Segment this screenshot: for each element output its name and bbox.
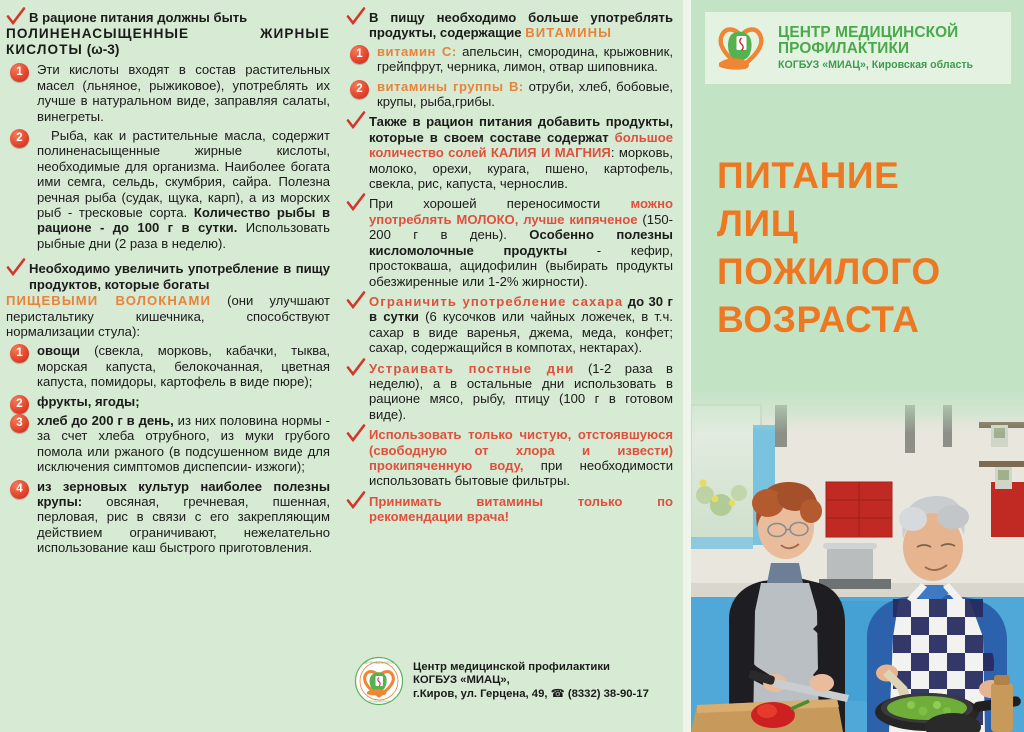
section-pufa-heading: [6, 10, 330, 58]
check-icon: [346, 291, 366, 311]
check-icon: [346, 424, 366, 444]
check-vitamins-doctor-text: Принимать витамины только по рекомендации врача!: [369, 493, 673, 525]
pufa-item-2: [6, 128, 330, 251]
heart-map-logo-icon: [711, 19, 771, 77]
fiber-heading-text-2: ПИЩЕВЫМИ ВОЛОКНАМИ (они улучшают перистальтику кишечника, способствуют нормализации стула):: [6, 293, 330, 339]
fiber-heading-text: Необходимо увеличить употребление в пищу продуктов, которые богаты: [29, 261, 330, 292]
cover-title: [717, 152, 1007, 344]
fiber-item-2-text: фрукты, ягоды;: [37, 393, 140, 409]
check-icon: [346, 491, 366, 511]
fiber-item-4-text: из зерновых культур наиболее полезны крупы: овсяная, гречневая, пшенная, перловая, рис в связи с его закрепляющим действием ограничивают, нежелательно использование каш быстрого приготовления.: [37, 478, 330, 556]
check-vitamins-doctor: [346, 494, 673, 525]
check-fasting-days-text: Устраивать постные дни (1-2 раза в неделю), а в остальные дни использовать в рационе мясо, рыбу, птицу (100 г в готовом виде).: [369, 360, 674, 422]
check-water-text: Использовать только чистую, отстоявшуюся (свободную от хлора и извести) прокипяченную воду, при необходимости использовать бытовые фильтры.: [369, 427, 674, 489]
number-badge: 1: [10, 63, 29, 82]
number-badge: 1: [350, 45, 369, 64]
check-sugar: [346, 294, 673, 356]
logo-line-1: ЦЕНТР МЕДИЦИНСКОЙ: [778, 24, 959, 42]
check-sugar-text: Ограничить употребление сахара до 30 г в сутки (6 кусочков или чайных ложечек, в т.ч. сахар в виде варенья, джема, меда, конфет; сахар, содержащийся в компотах, нектарах).: [369, 293, 673, 356]
fiber-item-1: [6, 343, 330, 389]
check-icon: [346, 358, 366, 378]
check-fasting-days: [346, 361, 673, 423]
cover-title-line-1: ПИТАНИЕ: [717, 155, 900, 196]
cover-title-line-3: ПОЖИЛОГО: [717, 251, 941, 292]
section-vitamins-heading: [346, 10, 673, 41]
pufa-heading-text: В рационе питания должны быть: [29, 10, 248, 25]
cover-title-line-2: ЛИЦ: [717, 203, 799, 244]
number-badge: 2: [10, 395, 29, 414]
check-milk: [346, 196, 673, 288]
footer-line-3: г.Киров, ул. Герцена, 49, ☎ (8332) 38-90-17: [413, 687, 649, 700]
column-1: [0, 0, 340, 732]
svg-text:ЦЕНТР МЕДИЦИНСКОЙ: ЦЕНТР МЕДИЦИНСКОЙ: [364, 661, 394, 665]
check-milk-text: При хорошей переносимости можно употреблять МОЛОКО, лучше кипяченое (150-200 г в день). Особенно полезны кисломолочные продукты - кефир, простокваша, ацидофилин (выбирать продукты обезжиренные или 1-2% жирности).: [369, 196, 673, 289]
pufa-item-1: [6, 62, 330, 124]
organization-logo-text: [778, 25, 973, 70]
fiber-item-4: [6, 479, 330, 556]
pufa-item-2-text: Рыба, как и растительные масла, содержит полиненасыщенные жирные кислоты, необходимые для организма. Наиболее богата ими семга, сельдь, скумбрия, сайра. Полезна речная рыба (судак, щука, карп), а из морских рыб - тресковые сорта. Количество рыбы в рационе - до 100 г в сутки. Использовать рыбные дни (2 раза в неделю).: [37, 128, 331, 251]
fiber-item-3: [6, 413, 330, 475]
check-icon: [6, 7, 26, 27]
vitamin-item-2-text: витамины группы В: отруби, хлеб, бобовые, крупы, рыба,грибы.: [377, 78, 673, 110]
organization-logo-block: [705, 12, 1011, 84]
column-2: [340, 0, 683, 732]
column-divider: [683, 0, 691, 732]
miac-seal-icon: [354, 656, 404, 706]
number-badge: 2: [350, 80, 369, 99]
vitamins-heading-text: В пищу необходимо больше употреблять продукты, содержащие ВИТАМИНЫ: [369, 10, 673, 41]
vitamin-item-2: [346, 79, 673, 110]
cover-photo: [691, 387, 1024, 732]
check-potassium-magnesium: [346, 114, 673, 191]
number-badge: 2: [10, 129, 29, 148]
logo-line-2: ПРОФИЛАКТИКИ: [778, 40, 910, 58]
check-icon: [346, 111, 366, 131]
footer-line-1: Центр медицинской профилактики: [413, 660, 610, 673]
column-3-cover: [691, 0, 1024, 732]
check-icon: [6, 258, 26, 278]
footer-organization-block: [354, 656, 649, 706]
check-icon: [346, 7, 366, 27]
number-badge: 1: [10, 344, 29, 363]
svg-text:ПРОФИЛАКТИКИ: ПРОФИЛАКТИКИ: [368, 700, 390, 704]
vitamin-item-1: [346, 44, 673, 75]
check-potassium-magnesium-text: Также в рацион питания добавить продукты, которые в своем составе содержат большое количество солей КАЛИЯ И МАГНИЯ: морковь, молоко, орехи, курага, пшено, картофель, свекла, рис, капуста, чернослив.: [369, 114, 673, 192]
fiber-item-2: [6, 394, 330, 409]
number-badge: 4: [10, 480, 29, 499]
logo-line-3: КОГБУЗ «МИАЦ», Кировская область: [778, 58, 974, 71]
pufa-heading-accent: ПОЛИНЕНАСЫЩЕННЫЕ ЖИРНЫЕ КИСЛОТЫ (ω-3): [6, 26, 330, 58]
pufa-item-1-text: Эти кислоты входят в состав растительных масел (льняное, рыжиковое), употреблять их лучше в натуральном виде, заправляя салаты, винегреты.: [37, 62, 330, 124]
section-fiber-heading: [6, 261, 330, 339]
cover-title-line-4: ВОЗРАСТА: [717, 299, 920, 340]
vitamin-item-1-text: витамин С: апельсин, смородина, крыжовник, грейпфрут, черника, лимон, отвар шиповника.: [377, 43, 673, 75]
footer-line-2: КОГБУЗ «МИАЦ»,: [413, 674, 510, 687]
footer-address: [413, 661, 649, 702]
check-icon: [346, 193, 366, 213]
fiber-item-1-text: овощи (свекла, морковь, кабачки, тыква, морская капуста, белокочанная, цветная капуста, помидоры, картофель в виде пюре);: [37, 343, 330, 390]
fiber-item-3-text: хлеб до 200 г в день, из них половина нормы - за счет хлеба отрубного, из муки грубого помола или ржаного (в подсушенном виде для исключения симптомов диспепсии- изжоги);: [37, 412, 330, 475]
check-water: [346, 427, 673, 489]
number-badge: 3: [10, 414, 29, 433]
